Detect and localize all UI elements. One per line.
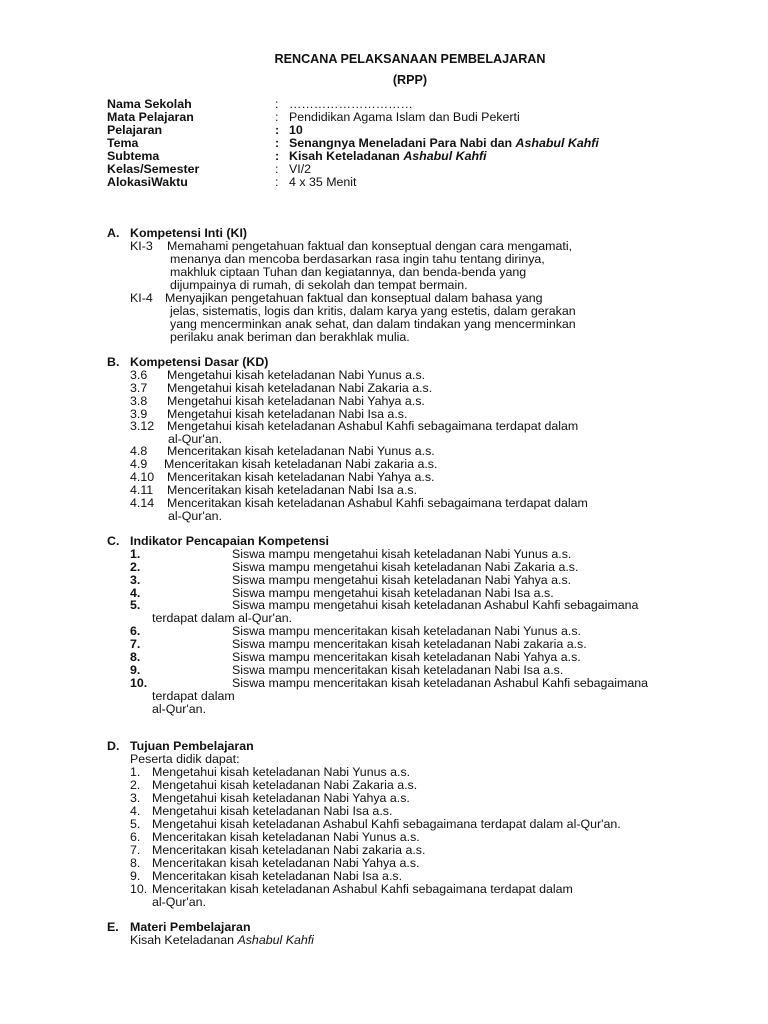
tujuan-text: Mengetahui kisah keteladanan Nabi Yunus a.s. bbox=[152, 765, 411, 779]
identity-label: Subtema bbox=[107, 149, 160, 163]
ki4-line: jelas, sistematis, logis dan kritis, dalam karya yang estetis, dalam gerakan bbox=[170, 304, 576, 318]
tujuan-text: Mengetahui kisah keteladanan Nabi Zakaria a.s. bbox=[152, 778, 418, 792]
kd-number: 4.11 bbox=[130, 483, 154, 497]
kd-number: 4.9 bbox=[130, 457, 148, 471]
kd-number: 3.12 bbox=[130, 419, 155, 433]
kd-text: Mengetahui kisah keteladanan Nabi Yunus a.s. bbox=[167, 368, 426, 382]
identity-label: Nama Sekolah bbox=[107, 97, 192, 111]
indicator-number: 4. bbox=[130, 586, 141, 600]
materi-text-text: Kisah Keteladanan bbox=[130, 933, 238, 947]
section-heading-kompetensi-dasar: Kompetensi Dasar (KD) bbox=[130, 355, 269, 369]
section-heading-kompetensi-inti: Kompetensi Inti (KI) bbox=[130, 226, 248, 240]
section-letter: A. bbox=[107, 226, 120, 240]
identity-colon: : bbox=[275, 149, 280, 163]
page-subtitle: (RPP) bbox=[392, 73, 428, 87]
kd-text-continued: al-Qur'an. bbox=[168, 509, 223, 523]
section-heading-indikator: Indikator Pencapaian Kompetensi bbox=[130, 534, 329, 548]
ki3-line: dijumpainya di rumah, di sekolah dan tempat bermain. bbox=[170, 278, 468, 292]
indicator-text: Siswa mampu menceritakan kisah keteladanan Nabi zakaria a.s. bbox=[232, 637, 587, 651]
identity-label: AlokasiWaktu bbox=[107, 175, 188, 189]
tujuan-number: 8. bbox=[130, 856, 141, 870]
kd-text: Mengetahui kisah keteladanan Ashabul Kahfi sebagaimana terdapat dalam bbox=[167, 419, 579, 433]
tujuan-number: 5. bbox=[130, 817, 141, 831]
identity-colon: : bbox=[275, 110, 279, 124]
kd-text: Mengetahui kisah keteladanan Nabi Yahya a.s. bbox=[167, 394, 425, 408]
ki4-line: perilaku anak beriman dan berakhlak mulia. bbox=[170, 330, 410, 344]
ki3-code: KI-3 bbox=[130, 239, 153, 253]
ki4-line: Menyajikan pengetahuan faktual dan konseptual dalam bahasa yang bbox=[165, 291, 543, 305]
indicator-number: 3. bbox=[130, 573, 141, 587]
indicator-number: 10. bbox=[130, 676, 148, 690]
tujuan-text: Menceritakan kisah keteladanan Nabi Yahya a.s. bbox=[152, 856, 420, 870]
kd-number: 4.8 bbox=[130, 444, 148, 458]
identity-colon: : bbox=[275, 97, 279, 111]
indicator-text-continued: terdapat dalam al-Qur'an. bbox=[152, 611, 293, 625]
ki3-line: Memahami pengetahuan faktual dan konseptual dengan cara mengamati, bbox=[167, 239, 573, 253]
identity-value-text: VI/2 bbox=[289, 162, 312, 176]
indicator-text: Siswa mampu mengetahui kisah keteladanan Ashabul Kahfi sebagaimana bbox=[232, 598, 639, 612]
tujuan-number: 9. bbox=[130, 869, 141, 883]
tujuan-number: 1. bbox=[130, 765, 141, 779]
kd-text-continued: al-Qur'an. bbox=[168, 432, 223, 446]
identity-label: Kelas/Semester bbox=[107, 162, 200, 176]
ki4-code: KI-4 bbox=[130, 291, 153, 305]
indicator-number: 5. bbox=[130, 598, 141, 612]
identity-value-text: 10 bbox=[289, 123, 303, 137]
identity-value-text: ………………………… bbox=[289, 97, 413, 111]
tujuan-text: Menceritakan kisah keteladanan Nabi zakaria a.s. bbox=[152, 843, 426, 857]
indicator-text: Siswa mampu menceritakan kisah keteladanan Ashabul Kahfi sebagaimana bbox=[232, 676, 649, 690]
indicator-text-continued: terdapat dalam bbox=[152, 689, 235, 703]
identity-label: Tema bbox=[107, 136, 139, 150]
tujuan-text: Menceritakan kisah keteladanan Nabi Yunus a.s. bbox=[152, 830, 420, 844]
ki3-line: makhluk ciptaan Tuhan dan kegiatannya, dan benda-benda yang bbox=[170, 265, 527, 279]
kd-text: Menceritakan kisah keteladanan Nabi Isa a.s. bbox=[167, 483, 418, 497]
tujuan-text: Mengetahui kisah keteladanan Ashabul Kahfi sebagaimana terdapat dalam al-Qur'an. bbox=[152, 817, 621, 831]
indicator-number: 1. bbox=[130, 547, 141, 561]
indicator-number: 6. bbox=[130, 624, 141, 638]
indicator-number: 7. bbox=[130, 637, 141, 651]
identity-value-emphasis: Ashabul Kahfi bbox=[515, 136, 599, 150]
section-letter: D. bbox=[107, 739, 120, 753]
indicator-text: Siswa mampu mengetahui kisah keteladanan Nabi Isa a.s. bbox=[232, 586, 554, 600]
identity-value-text: Pendidikan Agama Islam dan Budi Pekerti bbox=[289, 110, 520, 124]
indicator-text: Siswa mampu menceritakan kisah keteladanan Nabi Yahya a.s. bbox=[232, 650, 581, 664]
indicator-text: Siswa mampu mengetahui kisah keteladanan Nabi Yunus a.s. bbox=[232, 547, 572, 561]
kd-number: 4.10 bbox=[130, 470, 155, 484]
identity-value bbox=[289, 111, 520, 124]
indicator-text: Siswa mampu mengetahui kisah keteladanan Nabi Yahya a.s. bbox=[232, 573, 572, 587]
tujuan-text: Mengetahui kisah keteladanan Nabi Yahya a.s. bbox=[152, 791, 410, 805]
kd-text: Mengetahui kisah keteladanan Nabi Isa a.s. bbox=[167, 407, 408, 421]
tujuan-number: 2. bbox=[130, 778, 141, 792]
section-letter: E. bbox=[107, 920, 119, 934]
materi-text bbox=[130, 934, 314, 947]
tujuan-number: 7. bbox=[130, 843, 141, 857]
section-heading-materi: Materi Pembelajaran bbox=[130, 920, 251, 934]
kd-number: 3.7 bbox=[130, 381, 148, 395]
tujuan-text: Mengetahui kisah keteladanan Nabi Isa a.s. bbox=[152, 804, 393, 818]
tujuan-number: 4. bbox=[130, 804, 141, 818]
identity-value bbox=[289, 150, 487, 163]
indicator-text: Siswa mampu menceritakan kisah keteladanan Nabi Yunus a.s. bbox=[232, 624, 581, 638]
kd-number: 3.8 bbox=[130, 394, 148, 408]
ki4-line: yang mencerminkan anak sehat, dan dalam tindakan yang mencerminkan bbox=[170, 317, 576, 331]
kd-text: Menceritakan kisah keteladanan Nabi zakaria a.s. bbox=[164, 457, 438, 471]
indicator-text: Siswa mampu menceritakan kisah keteladanan Nabi Isa a.s. bbox=[232, 663, 564, 677]
indicator-text: Siswa mampu mengetahui kisah keteladanan Nabi Zakaria a.s. bbox=[232, 560, 579, 574]
identity-value-text: Senangnya Meneladani Para Nabi dan bbox=[289, 136, 516, 150]
kd-number: 4.14 bbox=[130, 496, 155, 510]
identity-colon: : bbox=[275, 175, 279, 189]
identity-colon: : bbox=[275, 123, 280, 137]
tujuan-number: 3. bbox=[130, 791, 141, 805]
tujuan-text: Menceritakan kisah keteladanan Ashabul Kahfi sebagaimana terdapat dalam bbox=[152, 882, 573, 896]
identity-value-emphasis: Ashabul Kahfi bbox=[403, 149, 487, 163]
kd-text: Menceritakan kisah keteladanan Nabi Yunus a.s. bbox=[167, 444, 435, 458]
kd-number: 3.9 bbox=[130, 407, 148, 421]
materi-text-emphasis: Ashabul Kahfi bbox=[237, 933, 314, 947]
tujuan-number: 6. bbox=[130, 830, 141, 844]
kd-number: 3.6 bbox=[130, 368, 148, 382]
tujuan-intro: Peserta didik dapat: bbox=[130, 752, 240, 766]
tujuan-text: Menceritakan kisah keteladanan Nabi Isa a.s. bbox=[152, 869, 403, 883]
indicator-number: 2. bbox=[130, 560, 141, 574]
kd-text: Mengetahui kisah keteladanan Nabi Zakaria a.s. bbox=[167, 381, 433, 395]
indicator-text-continued: al-Qur'an. bbox=[152, 702, 207, 716]
identity-label: Mata Pelajaran bbox=[107, 110, 194, 124]
tujuan-number: 10. bbox=[130, 882, 148, 896]
indicator-number: 8. bbox=[130, 650, 141, 664]
section-letter: B. bbox=[107, 355, 120, 369]
section-letter: C. bbox=[107, 534, 120, 548]
identity-colon: : bbox=[275, 136, 280, 150]
identity-value bbox=[289, 176, 357, 189]
identity-value-text: Kisah Keteladanan bbox=[289, 149, 404, 163]
tujuan-text-continued: al-Qur'an. bbox=[152, 895, 207, 909]
identity-value-text: 4 x 35 Menit bbox=[289, 175, 357, 189]
section-heading-tujuan: Tujuan Pembelajaran bbox=[130, 739, 254, 753]
ki3-line: menanya dan mencoba berdasarkan rasa ingin tahu tentang dirinya, bbox=[170, 252, 545, 266]
identity-colon: : bbox=[275, 162, 279, 176]
identity-label: Pelajaran bbox=[107, 123, 163, 137]
page-title: RENCANA PELAKSANAAN PEMBELAJARAN bbox=[274, 52, 546, 66]
indicator-number: 9. bbox=[130, 663, 141, 677]
kd-text: Menceritakan kisah keteladanan Nabi Yahya a.s. bbox=[167, 470, 435, 484]
kd-text: Menceritakan kisah keteladanan Ashabul Kahfi sebagaimana terdapat dalam bbox=[167, 496, 588, 510]
